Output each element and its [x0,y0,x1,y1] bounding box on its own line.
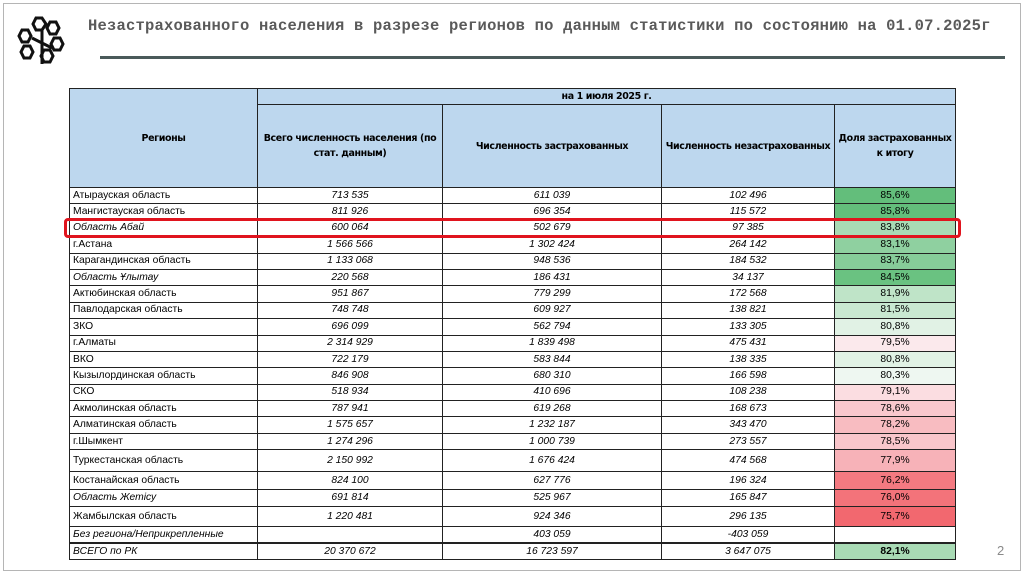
region-cell: Акмолинская область [70,401,258,417]
region-cell: СКО [70,384,258,400]
uninsured-cell: 165 847 [662,489,835,507]
col-header-insured: Численность застрахованных [443,105,662,188]
table-row [70,319,956,335]
region-cell: Область Абай [70,220,258,236]
insured-cell: 948 536 [443,253,662,269]
share-cell: 80,8% [835,351,956,367]
logo-icon [16,14,68,66]
table-row [70,472,956,490]
region-cell: Мангистауская область [70,204,258,220]
region-cell: Алматинская область [70,417,258,433]
title-underline [100,56,1005,59]
uninsured-cell: 475 431 [662,335,835,351]
insured-cell: 16 723 597 [443,543,662,559]
uninsured-cell: 138 821 [662,302,835,318]
total-cell: 1 133 068 [258,253,443,269]
uninsured-cell: 138 335 [662,351,835,367]
uninsured-cell: 273 557 [662,433,835,449]
uninsured-cell: 166 598 [662,368,835,384]
table-row [70,384,956,400]
share-cell: 76,0% [835,489,956,507]
uninsured-cell: 133 305 [662,319,835,335]
region-cell: Актюбинская область [70,286,258,302]
share-cell: 80,8% [835,319,956,335]
total-cell: 787 941 [258,401,443,417]
table-row [70,527,956,543]
insured-cell: 525 967 [443,489,662,507]
share-cell: 80,3% [835,368,956,384]
total-cell: 1 575 657 [258,417,443,433]
uninsured-cell: 264 142 [662,237,835,253]
highlight-box [64,218,961,238]
share-cell: 81,5% [835,302,956,318]
insured-cell: 410 696 [443,384,662,400]
region-cell: Костанайская область [70,472,258,490]
insured-cell: 403 059 [443,527,662,543]
insured-cell: 609 927 [443,302,662,318]
uninsured-cell: 474 568 [662,450,835,472]
insured-cell: 619 268 [443,401,662,417]
total-cell: 824 100 [258,472,443,490]
regions-table [69,88,956,560]
table-row [70,450,956,472]
total-cell: 748 748 [258,302,443,318]
share-cell: 82,1% [835,543,956,559]
share-cell [835,527,956,543]
share-cell: 83,8% [835,220,956,236]
total-cell: 1 274 296 [258,433,443,449]
region-cell: Область Ұлытау [70,269,258,285]
col-header-region: Регионы [70,89,258,188]
table-row [70,237,956,253]
table-row [70,188,956,204]
region-cell: ВСЕГО по РК [70,543,258,559]
col-header-total: Всего численность населения (по стат. данным) [258,105,443,188]
total-cell: 691 814 [258,489,443,507]
table-row [70,401,956,417]
insured-cell: 627 776 [443,472,662,490]
insured-cell: 680 310 [443,368,662,384]
share-cell: 83,1% [835,237,956,253]
region-cell: Жамбылская область [70,507,258,527]
uninsured-cell: 172 568 [662,286,835,302]
table-row [70,489,956,507]
insured-cell: 186 431 [443,269,662,285]
share-cell: 78,2% [835,417,956,433]
total-cell: 2 314 929 [258,335,443,351]
table-row [70,543,956,559]
region-cell: Павлодарская область [70,302,258,318]
table-row [70,417,956,433]
region-cell: г.Шымкент [70,433,258,449]
uninsured-cell: 196 324 [662,472,835,490]
share-cell: 78,5% [835,433,956,449]
share-cell: 85,6% [835,188,956,204]
region-cell: Туркестанская область [70,450,258,472]
share-cell: 78,6% [835,401,956,417]
share-cell: 85,8% [835,204,956,220]
uninsured-cell: 102 496 [662,188,835,204]
uninsured-cell: 108 238 [662,384,835,400]
table-row [70,368,956,384]
insured-cell: 502 679 [443,220,662,236]
uninsured-cell: 168 673 [662,401,835,417]
table-row [70,302,956,318]
share-cell: 81,9% [835,286,956,302]
uninsured-cell: 97 385 [662,220,835,236]
insured-cell: 779 299 [443,286,662,302]
insured-cell: 696 354 [443,204,662,220]
insured-cell: 583 844 [443,351,662,367]
total-cell: 1 566 566 [258,237,443,253]
uninsured-cell: 115 572 [662,204,835,220]
total-cell: 722 179 [258,351,443,367]
total-cell: 2 150 992 [258,450,443,472]
insured-cell: 1 676 424 [443,450,662,472]
uninsured-cell: 296 135 [662,507,835,527]
table-row [70,253,956,269]
region-cell: г.Алматы [70,335,258,351]
table-row [70,335,956,351]
page-number: 2 [997,543,1005,558]
uninsured-cell: 3 647 075 [662,543,835,559]
insured-cell: 924 346 [443,507,662,527]
region-cell: Без региона/Неприкрепленные [70,527,258,543]
region-cell: Карагандинская область [70,253,258,269]
insured-cell: 1 232 187 [443,417,662,433]
total-cell: 696 099 [258,319,443,335]
share-cell: 79,1% [835,384,956,400]
total-cell: 600 064 [258,220,443,236]
share-cell: 79,5% [835,335,956,351]
uninsured-cell: 184 532 [662,253,835,269]
region-cell: г.Астана [70,237,258,253]
total-cell [258,527,443,543]
total-cell: 846 908 [258,368,443,384]
share-cell: 83,7% [835,253,956,269]
uninsured-cell: 343 470 [662,417,835,433]
uninsured-cell: -403 059 [662,527,835,543]
total-cell: 1 220 481 [258,507,443,527]
table-row [70,507,956,527]
col-header-uninsured: Численность незастрахованных [662,105,835,188]
share-cell: 84,5% [835,269,956,285]
region-cell: ВКО [70,351,258,367]
region-cell: Область Жетісу [70,489,258,507]
share-cell: 76,2% [835,472,956,490]
region-cell: ЗКО [70,319,258,335]
page-title: Незастрахованного населения в разрезе регионов по данным статистики по состоянию на 01.07.2025г [88,17,991,35]
table-row [70,351,956,367]
share-cell: 75,7% [835,507,956,527]
region-cell: Кызылординская область [70,368,258,384]
total-cell: 518 934 [258,384,443,400]
total-cell: 713 535 [258,188,443,204]
total-cell: 220 568 [258,269,443,285]
table-row [70,433,956,449]
total-cell: 951 867 [258,286,443,302]
insured-cell: 562 794 [443,319,662,335]
table-row [70,269,956,285]
insured-cell: 1 000 739 [443,433,662,449]
share-cell: 77,9% [835,450,956,472]
total-cell: 20 370 672 [258,543,443,559]
period-header: на 1 июля 2025 г. [258,89,956,105]
insured-cell: 1 839 498 [443,335,662,351]
uninsured-cell: 34 137 [662,269,835,285]
insured-cell: 1 302 424 [443,237,662,253]
region-cell: Атырауская область [70,188,258,204]
table-row [70,286,956,302]
total-cell: 811 926 [258,204,443,220]
col-header-share: Доля застрахованных к итогу [835,105,956,188]
insured-cell: 611 039 [443,188,662,204]
